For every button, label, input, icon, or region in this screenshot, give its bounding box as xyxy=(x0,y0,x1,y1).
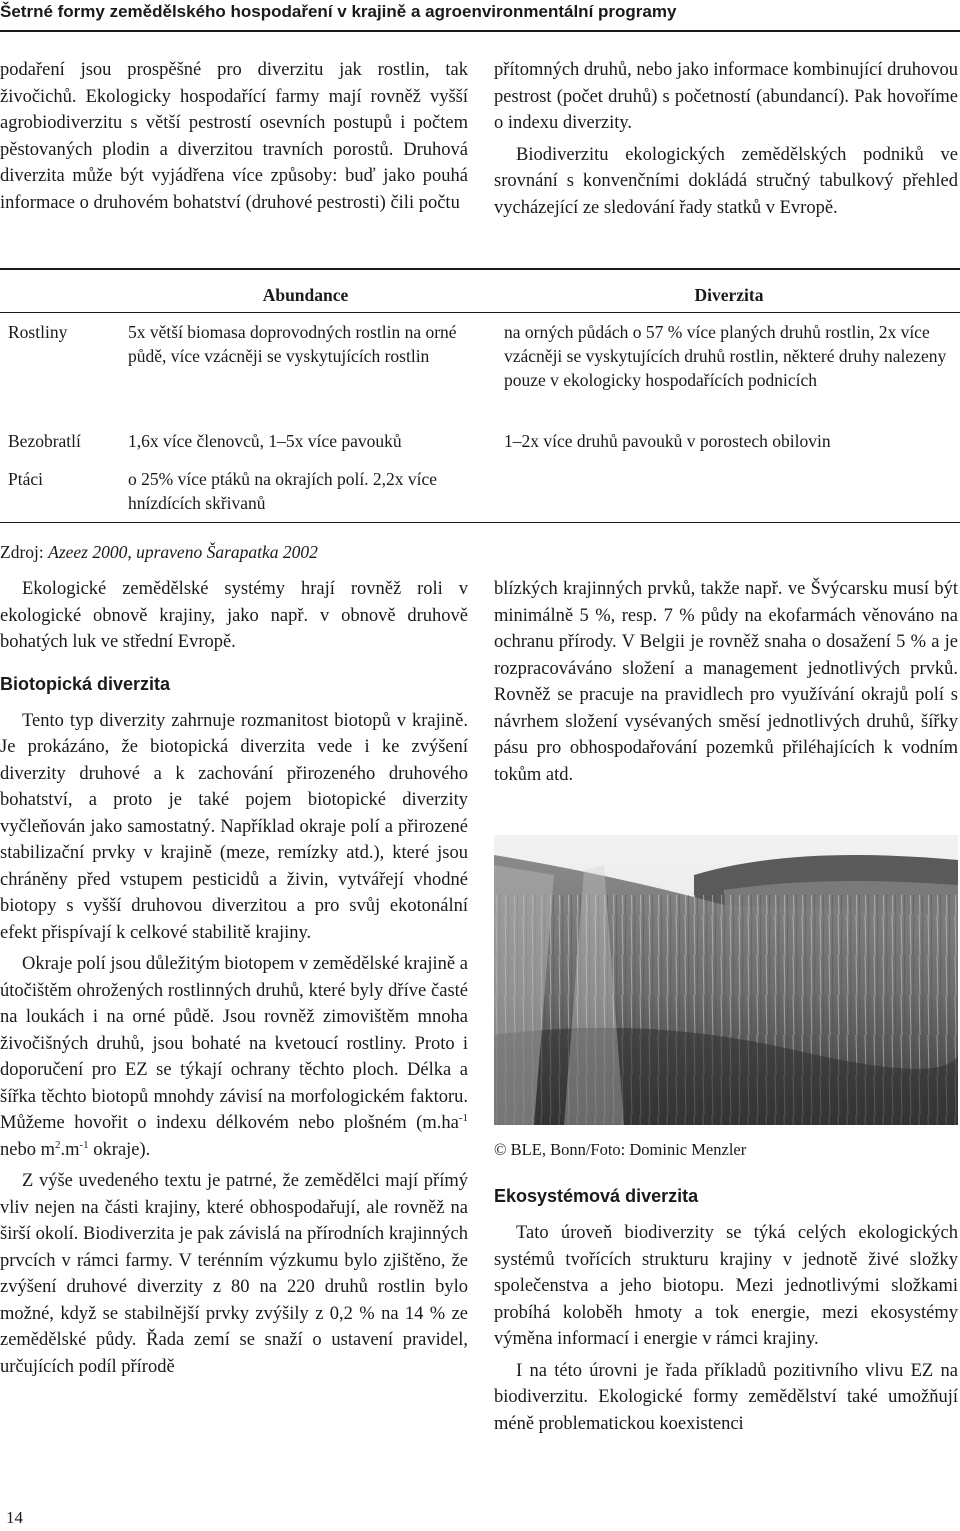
table-row-label: Rostliny xyxy=(8,322,68,342)
body-left-paragraph-3 xyxy=(0,951,468,1163)
table-cell-diversity: 1–2x více druhů pavouků v porostech obilovin xyxy=(504,431,831,451)
intro-right-column xyxy=(494,57,958,221)
intro-right-paragraph-2: Biodiverzitu ekologických zemědělských podniků ve srovnání s konvenčními dokládá stručný tabulkový přehled vycházející ze sledování řady statků v Evropě. xyxy=(494,144,958,218)
table-cell-abundance: 5x větší biomasa doprovodných rostlin na orné půdě, více vzácněji se vyskytujících rostlin xyxy=(128,322,457,366)
table-cell-abundance: o 25% více ptáků na okrajích polí. 2,2x více hnízdících skřivanů xyxy=(128,469,438,513)
table-row-label: Ptáci xyxy=(8,469,43,489)
table-cell-abundance: 1,6x více členovců, 1–5x více pavouků xyxy=(128,431,402,451)
photo-caption: © BLE, Bonn/Foto: Dominic Menzler xyxy=(494,1140,747,1159)
table-header-diversity: Diverzita xyxy=(694,285,764,305)
running-header: Šetrné formy zemědělského hospodaření v krajině a agroenvironmentální programy xyxy=(0,2,677,21)
body-right-paragraph-3: I na této úrovni je řada příkladů pozitivního vlivu EZ na biodiverzitu. Ekologické formy zemědělství také umožňují méně problematickou koexistenci xyxy=(494,1360,958,1434)
table-cell-diversity: na orných půdách o 57 % více planých druhů rostlin, 2x více vzácněji se vyskytujících druhů rostlin, některé druhy nalezeny pouze v ekologicky hospodařících podnicích xyxy=(504,322,947,390)
p3-text-end: okraje). xyxy=(88,1139,151,1160)
superscript: -1 xyxy=(79,1138,89,1151)
header-rule xyxy=(0,30,960,32)
body-left-paragraph-4: Z výše uvedeného textu je patrné, že zemědělci mají přímý vliv nejen na části krajiny, které obhospodařují, ale rovněž na širší okolí. Biodiverzita je pak závislá na přírodních krajinných prvcích v rámci farmy. V terénním výzkumu bylo zjištěno, že zvýšení druhové diverzity z 80 na 220 druhů rostlin bylo možné, když se stabilnější prvky zvýšily z 0,2 % na 14 % ze zemědělské půdy. Řada zemí se snaží o ustavení pravidel, určujících podíl přírodě xyxy=(0,1171,468,1377)
body-right-column xyxy=(494,576,958,788)
intro-left-column xyxy=(0,57,468,216)
source-citation: Azeez 2000, upraveno Šarapatka 2002 xyxy=(48,542,318,562)
intro-right-paragraph-1: přítomných druhů, nebo jako informace kombinující druhovou pestrost (počet druhů) s početností (abundancí). Pak hovoříme o indexu diverzity. xyxy=(494,60,958,133)
superscript: 2 xyxy=(54,1138,61,1151)
table-header-rule xyxy=(0,312,960,313)
body-left-paragraph-1: Ekologické zemědělské systémy hrají rovněž roli v ekologické obnově krajiny, jako např. v obnově druhově bohatých luk ve střední Evropě. xyxy=(0,579,468,652)
body-right-column-lower xyxy=(494,1184,958,1437)
table-header-abundance: Abundance xyxy=(262,285,349,305)
wheat-field-photo-svg xyxy=(494,835,958,1125)
table-bottom-rule xyxy=(0,522,960,523)
superscript: -1 xyxy=(458,1111,468,1124)
intro-left-paragraph: podaření jsou prospěšné pro diverzitu jak rostlin, tak živočichů. Ekologicky hospodařící farmy mají rovněž vyšší agrobiodiverzitu s větší pestrostí osevních postupů i počtem pěstovaných plodin a diverzitou travních porostů. Druhová diverzita může být vyjádřena více způsoby: buď jako pouhá informace o druhovém bohatství (druhové pestrosti) čili počtu xyxy=(0,60,468,213)
table-row-label: Bezobratlí xyxy=(8,431,81,451)
p3-text-mid2: .m xyxy=(60,1139,80,1160)
source-label: Zdroj: xyxy=(0,542,49,562)
body-left-paragraph-2: Tento typ diverzity zahrnuje rozmanitost biotopů v krajině. Je prokázáno, že biotopická diverzita vede i ke zvýšení diverzity druhové a k zachování přirozeného druhového bohatství, a proto je také pojem biotopické diverzity vyčleňován jako samostatný. Například okraje polí a přirozené stabilizační prvky v krajině (meze, remízky atd.), které jsou chráněny před vstupem pesticidů a živin, vytvářejí vhodné biotopy s vyšší druhovou diverzitou a pro svůj ekotonální efekt přispívají k celkové stabilitě krajiny. xyxy=(0,710,468,943)
page-number: 14 xyxy=(6,1508,23,1527)
section-heading-ecosystem: Ekosystémová diverzita xyxy=(494,1186,699,1206)
body-left-column xyxy=(0,576,468,1380)
table-top-rule xyxy=(0,268,960,270)
p3-text-mid: nebo m xyxy=(0,1139,55,1160)
body-right-paragraph-1: blízkých krajinných prvků, takže např. ve Švýcarsku musí být minimálně 5 %, resp. 7 % půdy na ekofarmách věnováno na ochranu přírody. V Belgii je rovněž snaha o dosažení 5 % a je rozpracováváno složení a management jednotlivých prvků. Rovněž se pracuje na pravidlech pro využívání okrajů polí s návrhem složení vysévaných směsí jednotlivých druhů, šířky pásu pro obhospodařování pozemků přiléhajících k vodním tokům atd. xyxy=(494,579,958,785)
section-heading-biotopic: Biotopická diverzita xyxy=(0,673,171,694)
table-source xyxy=(0,540,318,564)
body-right-paragraph-2: Tato úroveň biodiverzity se týká celých ekologických systémů tvořících strukturu krajiny v jednotě živé složky společenstva a jeho biotopu. Mezi jednotlivými složkami probíhá koloběh hmoty a tok energie, mezi ekosystémy výměna informací i energie v rámci krajiny. xyxy=(494,1223,958,1349)
wheat-field-photo xyxy=(494,835,958,1125)
p3-text: Okraje polí jsou důležitým biotopem v zemědělské krajině a útočištěm ohrožených rostlinných druhů, které byly dříve časté na loukách i na orné půdě. Jsou rovněž zimovištěm mnoha živočišných druhů, jsou bohaté na kvetoucí rostliny. Proto i doporučení pro EZ se týkají ochrany těchto ploch. Délka a šířka těchto biotopů mnohdy závisí na morfologickém faktoru. Můžeme hovořit o indexu délkovém nebo plošném (m.ha xyxy=(0,954,468,1133)
